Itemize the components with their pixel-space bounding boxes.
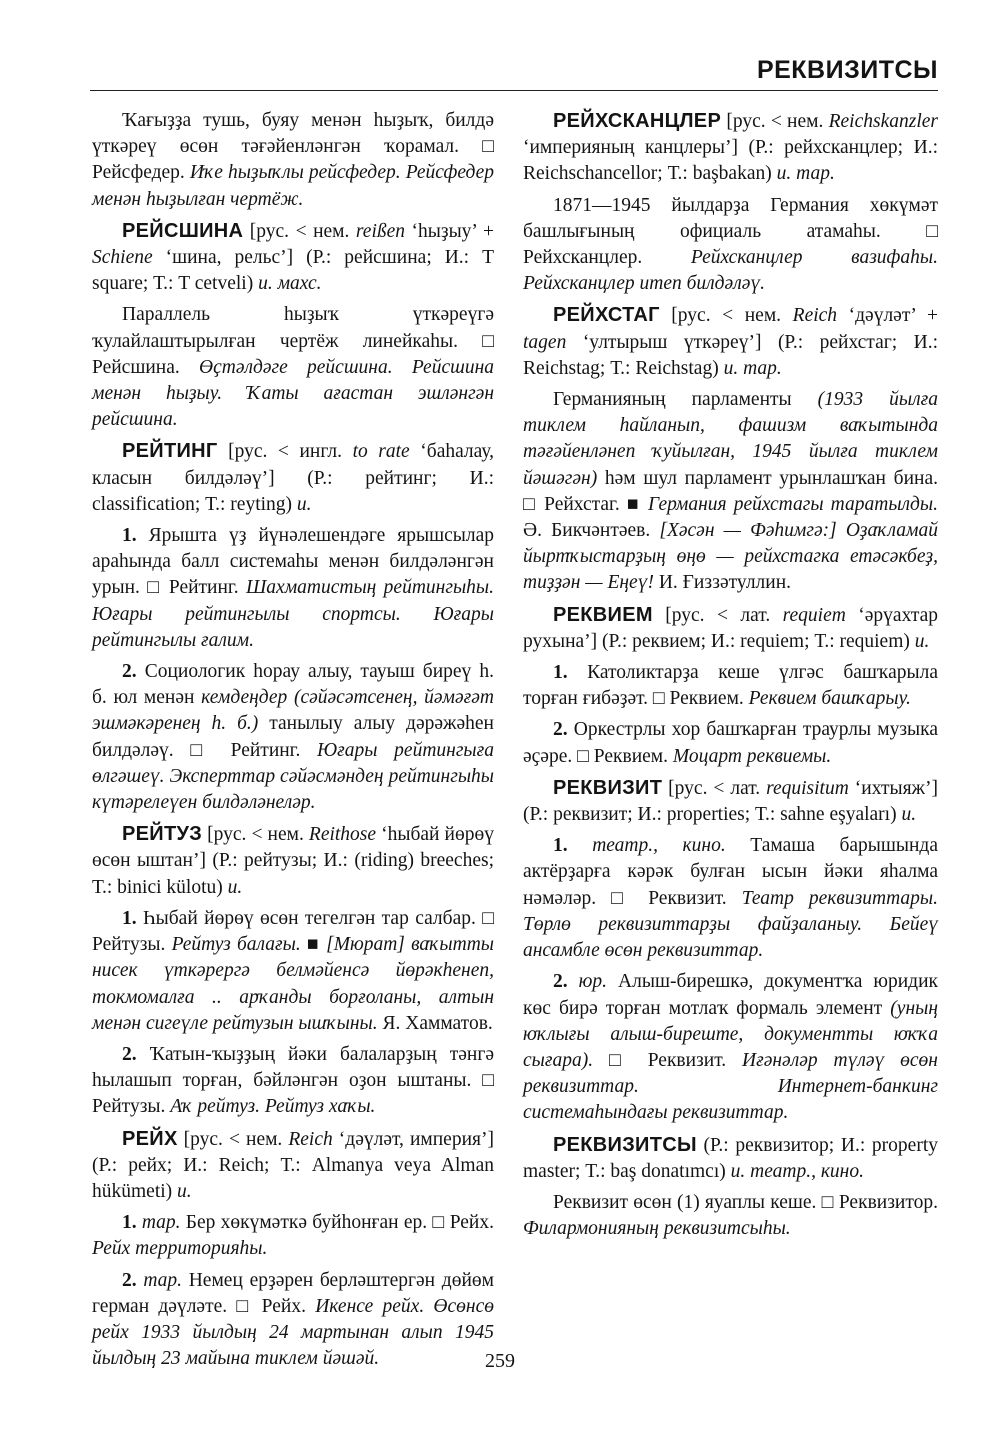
italic-run: (уның юҡлығы алыш-биреште, документты юҡҡа сығара).: [523, 997, 938, 1071]
italic-run: tagen: [523, 331, 567, 353]
text-run: И. Ғиззәтуллин.: [653, 572, 792, 594]
italic-run: [Хәсән — Фәһимгә:] Оҙаҡламай йыртҡыстарҙың өңө — рейхстагка етәсәкбеҙ, тиҙҙән — Еңеү!: [523, 520, 938, 594]
text-run: ‘ултырыш үткәреү’] (Р.: рейхстаг; И.: Reichstag; Т.: Reichstag): [523, 331, 938, 379]
header-rule: [90, 90, 938, 91]
text-run: ‘ихтыяж’] (Р.: реквизит; И.: properties; Т.: sahne eşyaları): [523, 777, 939, 826]
dictionary-paragraph: [92, 218, 494, 298]
italic-run: Рейтуз балағы.: [171, 934, 301, 956]
text-run: ‘баһалау, класын билдәләү’] (Р.: рейтинг; И.: classification; Т.: reyting): [92, 441, 495, 515]
italic-run: (1933 йылға тиклем һайланып, фашизм ваҡытында тәғәйенләнеп ҡуйылған, 1945 йылға тиклем йәшәгән): [523, 389, 938, 489]
dictionary-paragraph: [523, 775, 938, 828]
text-run: Параллель һыҙыҡ үткәреүгә ҡулайлаштырылған чертёж линейкаһы. □ Рейсшина.: [92, 304, 494, 378]
text-run: ■: [300, 934, 327, 956]
text-run: ‘шина, рельс’] (Р.: рейсшина; И.: T square; Т.: T cetveli): [92, 247, 494, 295]
text-run: Социологик һорау алыу, тауыш биреү һ. б. юл менән: [92, 661, 494, 709]
italic-run: и.: [227, 876, 243, 898]
text-run: Оркестрлы хор башҡарған траурлы музыка әҫәре. □ Реквием.: [523, 719, 938, 767]
dictionary-paragraph: [92, 302, 494, 433]
italic-run: тар.: [143, 1269, 183, 1291]
dictionary-paragraph: [92, 438, 494, 518]
dictionary-paragraph: [92, 659, 494, 816]
dictionary-paragraph: [523, 1132, 938, 1185]
italic-run: requiem: [782, 604, 846, 626]
text-run: [568, 971, 579, 992]
headword: РЕЙХСТАГ: [553, 304, 660, 327]
text-run: ‘дәүләт, империя’] (Р.: рейх; И.: Reich; Т.: Almanya veya Alman hükümeti): [92, 1128, 494, 1202]
italic-run: и. тар.: [776, 163, 835, 185]
text-run: Бер хөкүмәткә буйһонған ер. □ Рейх.: [180, 1212, 494, 1234]
text-run: [рус. < нем.: [177, 1128, 289, 1150]
dictionary-paragraph: [92, 906, 494, 1037]
sense-number: 2.: [553, 971, 568, 993]
italic-run: Юғары рейтингыға өлгәшеү. Эксперттар сәйәсмәндең рейтингыһы күтәрелеүен билдәләнеләр.: [92, 739, 495, 814]
sense-number: 2.: [122, 1043, 137, 1065]
dictionary-paragraph: [92, 1126, 494, 1206]
italic-run: и. махс.: [258, 273, 322, 295]
sense-number: 1.: [122, 525, 137, 547]
sense-number: 2.: [122, 1269, 137, 1291]
dictionary-paragraph: [523, 302, 938, 382]
italic-run: to rate: [352, 441, 410, 463]
italic-run: театр., кино.: [592, 835, 726, 857]
text-run: Католиктарҙа кеше үлгәс башҡарыла торған ғибәҙәт. □ Реквием.: [523, 662, 938, 710]
sense-number: 2.: [553, 719, 568, 741]
text-run: [рус. < лат.: [652, 604, 783, 626]
italic-run: Аҡ рейтуз. Рейтуз хаҡы.: [170, 1096, 376, 1118]
italic-run: и. театр., кино.: [730, 1160, 864, 1182]
italic-run: Шахматистың рейтингыһы. Юғары рейтингылы спортсы. Юғары рейтингылы ғалим.: [92, 577, 494, 651]
text-run: Я. Хамматов.: [377, 1012, 493, 1034]
text-run: Алыш-бирешкә, документҡа юридик көс бирә торған мотлаҡ формаль элемент: [523, 971, 938, 1019]
text-run: Германияның парламенты: [553, 389, 818, 411]
italic-run: и.: [177, 1180, 192, 1202]
italic-run: Иҡе һыҙыҡлы рейсфедер. Рейсфедер менән һыҙылған чертёж.: [92, 162, 494, 210]
italic-run: Reithose: [308, 824, 377, 846]
sense-number: 1.: [122, 1212, 137, 1234]
italic-run: Реквием башҡарыу.: [748, 688, 911, 710]
italic-run: reißen: [355, 220, 406, 242]
headword: РЕЙХ: [122, 1127, 178, 1150]
dictionary-paragraph: [523, 969, 938, 1126]
italic-run: Рейх территорияһы.: [92, 1238, 268, 1260]
text-run: 1871—1945 йылдарҙа Германия хөкүмәт башлығының официаль атамаһы. □ Рейхсканцлер.: [523, 194, 938, 269]
italic-run: Өҫтәлдәге рейсшина. Рейсшина менән һыҙыу. Ҡаты ағастан эшләнгән рейсшина.: [92, 356, 494, 431]
italic-run: и.: [914, 630, 930, 652]
headword: РЕЙТИНГ: [122, 440, 218, 463]
dictionary-paragraph: [92, 108, 494, 213]
dictionary-paragraph: [523, 1190, 938, 1242]
text-run: Ҡатын-ҡыҙҙың йәки балаларҙың тәнгә һылашып торған, бәйләнгән оҙон ыштаны. □ Рейтузы.: [92, 1043, 494, 1118]
text-run: □ Реквизит.: [593, 1049, 743, 1071]
text-run: ‘һыҙыу’ +: [405, 220, 494, 242]
dictionary-paragraph: [92, 821, 494, 901]
italic-run: Моцарт реквиемы.: [672, 745, 832, 767]
italic-run: Иғәнәләр түләү өсөн реквизиттар. Интернет-банкинг системаһындағы реквизиттар.: [523, 1049, 938, 1124]
running-head: РЕКВИЗИТСЫ: [756, 56, 938, 84]
italic-run: Театр реквизиттары. Төрлө реквизиттарҙы файҙаланыу. Бейеү ансамбле өсөн реквизиттар.: [523, 887, 938, 962]
italic-run: Reich: [792, 305, 838, 327]
italic-run: и.: [296, 493, 312, 515]
italic-run: Германия рейхстагы таратылды.: [647, 493, 938, 515]
italic-run: Филармонияның реквизитсыһы.: [523, 1218, 791, 1240]
text-run: ‘империяның канцлеры’] (Р.: рейхсканцлер; И.: Reichschancellor; Т.: başbakan): [523, 137, 938, 185]
headword: РЕЙСШИНА: [122, 219, 244, 242]
dictionary-paragraph: [92, 1210, 494, 1262]
text-run: [рус. < нем.: [659, 305, 793, 327]
page-number: 259: [485, 1350, 515, 1372]
text-run: (Р.: реквизитор; И.: property master; Т.: baş donatımcı): [523, 1134, 938, 1182]
text-run: ‘әрүахтар рухына’] (Р.: реквием; И.: requiem; Т.: requiem): [523, 604, 938, 652]
italic-run: тар.: [141, 1212, 181, 1234]
dictionary-paragraph: [523, 602, 938, 655]
text-run: Реквизит өсөн (1) яуаплы кеше. □ Реквизитор.: [553, 1191, 938, 1213]
sense-number: 1.: [553, 662, 568, 684]
text-run: [рус. < лат.: [662, 777, 767, 799]
dictionary-paragraph: [523, 387, 938, 597]
dictionary-paragraph: [92, 523, 494, 654]
text-run: Тамаша барышында актёрҙарға кәрәк булған ысын йәки яһалма нәмәләр. □ Реквизит.: [523, 835, 939, 909]
italic-run: requisitum: [766, 777, 849, 799]
dictionary-paragraph: [523, 717, 938, 769]
text-run: [рус. < нем.: [721, 111, 829, 132]
sense-number: 1.: [122, 907, 137, 929]
italic-run: кемдеңдер (сәйәсәтсенең, йәмәғәт эшмәкәренең һ. б.): [92, 687, 494, 735]
dictionary-paragraph: [523, 108, 938, 188]
text-run: [568, 835, 593, 856]
headword: РЕКВИЗИТ: [553, 776, 663, 799]
italic-run: Reichskanzler: [828, 111, 938, 132]
right-column: [523, 108, 938, 1247]
left-column: [92, 108, 494, 1377]
text-run: [рус. < нем.: [243, 220, 356, 242]
text-run: Ә. Бикчәнтәев.: [523, 520, 660, 542]
text-run: [рус. < нем.: [202, 824, 309, 846]
text-run: Немец ерҙәрен берләштергән дөйөм герман дәүләте. □ Рейх.: [92, 1269, 495, 1317]
text-run: ‘дәүләт’ +: [837, 305, 938, 327]
sense-number: 1.: [553, 835, 568, 857]
text-run: танылыу алыу дәрәжәһен билдәләү. □ Рейтинг.: [92, 713, 494, 761]
headword: РЕКВИЕМ: [553, 603, 653, 626]
sense-number: 2.: [122, 661, 137, 683]
italic-run: юр.: [578, 971, 608, 993]
text-run: Ярышта үҙ йүнәлешендәге ярышсылар араһында балл системаһы менән билдәләнгән урын. □ Рейтинг.: [92, 525, 494, 599]
text-run: һәм шул парламент урынлашҡан бина. □ Рейхстаг. ■: [523, 467, 938, 515]
dictionary-paragraph: [523, 193, 938, 298]
italic-run: Рейхсканцлер вазифаһы. Рейхсканцлер итеп билдәләү.: [523, 247, 938, 295]
text-run: ‘һыбай йөрөү өсөн ыштан’] (Р.: рейтузы; И.: (riding) breeches; Т.: binici külotu): [92, 824, 494, 898]
italic-run: Schiene: [92, 247, 153, 269]
headword: РЕЙХСКАНЦЛЕР: [553, 110, 722, 132]
italic-run: и. тар.: [723, 357, 782, 379]
dictionary-paragraph: [523, 660, 938, 712]
headword: РЕКВИЗИТСЫ: [553, 1133, 697, 1156]
italic-run: и.: [901, 804, 917, 826]
italic-run: Reich: [288, 1128, 333, 1150]
italic-run: Икенсе рейх. Өсөнсө рейх 1933 йылдың 24 мартынан алып 1945 йылдың 23 майына тиклем йәшәй.: [92, 1295, 494, 1370]
text-run: Ҡағыҙҙа тушь, буяу менән һыҙыҡ, билдә үткәреү өсөн тәғәйенләнгән ҡорамал. □ Рейсфедер.: [92, 110, 494, 184]
text-run: Һыбай йөрөү өсөн тегелгән тар салбар. □ Рейтузы.: [92, 907, 494, 956]
italic-run: [Мюрат] ваҡытты нисек үткәрергә белмәйенсә йөрәкһенеп, токмомалға .. арҡанды борғоланы, алтын менән сигеүле рейтузын ышҡыны.: [92, 934, 495, 1034]
dictionary-paragraph: [92, 1042, 494, 1121]
headword: РЕЙТУЗ: [122, 823, 203, 846]
dictionary-paragraph: [523, 833, 938, 964]
text-run: [рус. < ингл.: [217, 441, 353, 463]
